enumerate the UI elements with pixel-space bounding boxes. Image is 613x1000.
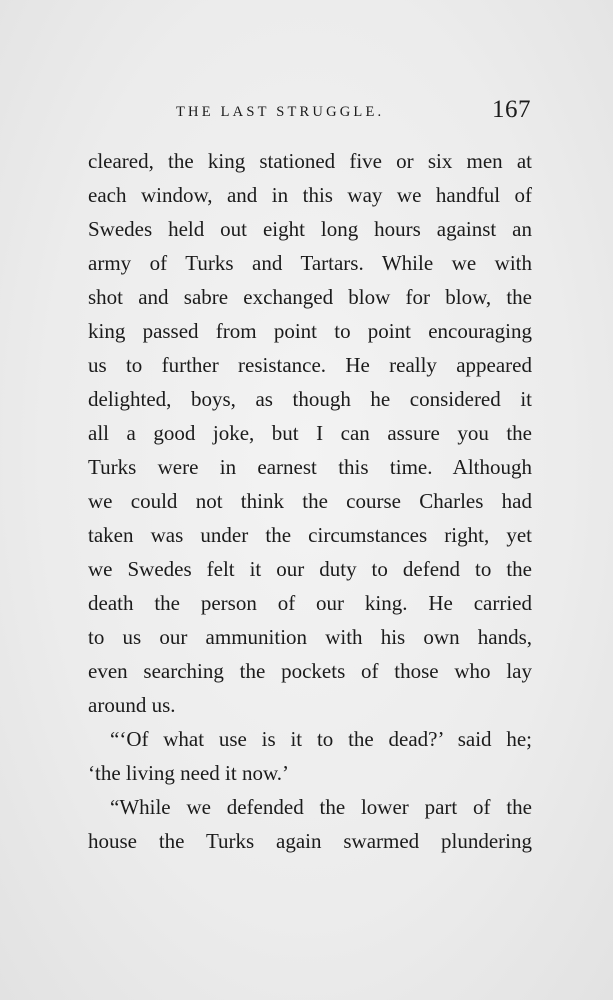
text-line: all a good joke, but I can assure you the <box>88 421 532 445</box>
text-line: to us our ammunition with his own hands, <box>88 625 532 649</box>
text-line: death the person of our king. He carried <box>88 591 532 615</box>
text-line: us to further resistance. He really appeared <box>88 353 532 377</box>
text-line: “‘Of what use is it to the dead?’ said he; <box>110 727 532 751</box>
text-line: we Swedes felt it our duty to defend to the <box>88 557 532 581</box>
text-line: cleared, the king stationed five or six men at <box>88 149 532 173</box>
text-line: house the Turks again swarmed plundering <box>88 829 532 853</box>
running-head: THE LAST STRUGGLE. <box>176 104 385 120</box>
text-line: ‘the living need it now.’ <box>88 761 290 785</box>
text-line: Turks were in earnest this time. Although <box>88 455 532 479</box>
text-line: shot and sabre exchanged blow for blow, the <box>88 285 532 309</box>
text-line: delighted, boys, as though he considered it <box>88 387 532 411</box>
text-line: king passed from point to point encouraging <box>88 319 532 343</box>
text-line: taken was under the circumstances right, yet <box>88 523 532 547</box>
text-line: “While we defended the lower part of the <box>110 795 532 819</box>
page-number: 167 <box>492 96 531 123</box>
text-line: even searching the pockets of those who lay <box>88 659 532 683</box>
body-text <box>88 144 532 858</box>
text-line: army of Turks and Tartars. While we with <box>88 251 532 275</box>
text-line: each window, and in this way we handful of <box>88 183 532 207</box>
text-line: Swedes held out eight long hours against an <box>88 217 532 241</box>
text-line: around us. <box>88 693 176 717</box>
text-line: we could not think the course Charles had <box>88 489 532 513</box>
